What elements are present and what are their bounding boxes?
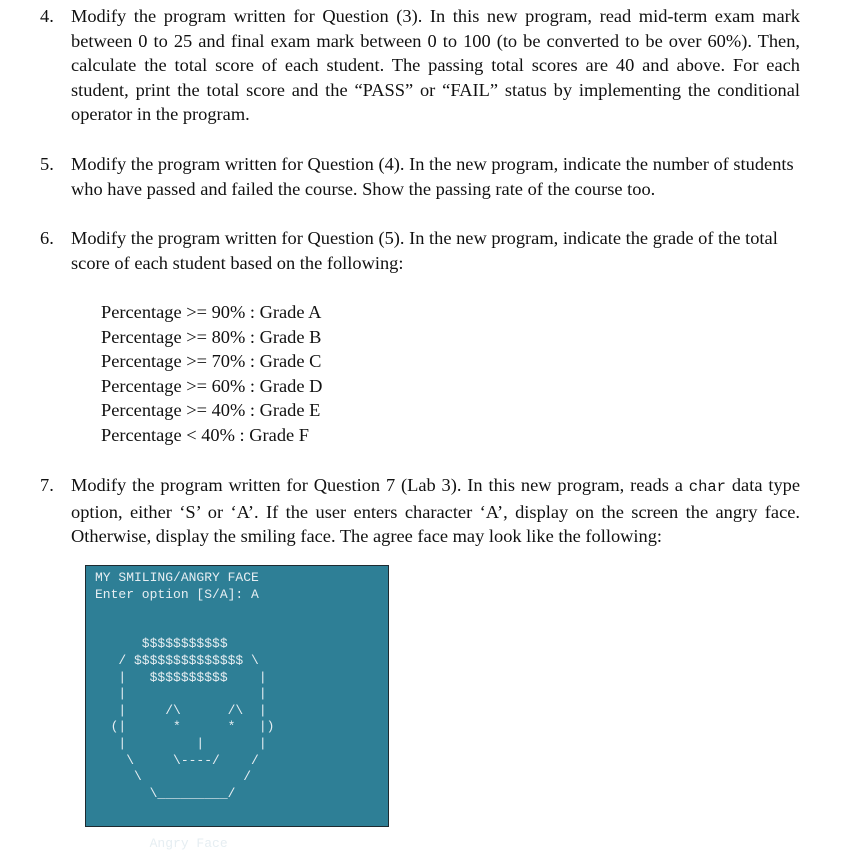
question-text [71, 473, 800, 549]
grade-rule-b: Percentage >= 80% : Grade B [101, 326, 322, 347]
grade-rule-a: Percentage >= 90% : Grade A [101, 302, 322, 322]
question-number: 4. [40, 6, 54, 26]
grade-rule-f: Percentage < 40% : Grade F [101, 424, 309, 445]
console-title: MY SMILING/ANGRY FACE [95, 570, 259, 585]
grade-list [101, 300, 322, 448]
question-text: Modify the program written for Question (3). In this new program, read mid-term exam mark between 0 to 25 and final exam mark between 0 to 100 (to be converted to be over 60%). Then, calculate the total score of each student. The passing total scores are 40 and above. For each student, print the total score and the “PASS” or “FAIL” status by implementing the conditional operator in the program. [71, 6, 800, 124]
question-6 [40, 226, 800, 275]
console-prompt: Enter option [S/A]: A [95, 586, 259, 602]
question-number: 7. [40, 475, 54, 495]
grade-rule-d: Percentage >= 60% : Grade D [101, 375, 323, 396]
question-number: 6. [40, 228, 54, 248]
question-7 [40, 473, 800, 549]
question-text: Modify the program written for Question (5). In the new program, indicate the grade of the total score of each student based on the following: [71, 228, 778, 273]
question-text-part: data type option, either ‘S’ or ‘A’. If the user enters character ‘A’, display on the screen the angry face. Otherwise, display the smiling face. The agree face may look like the following: [71, 475, 800, 546]
code-keyword: char [688, 478, 726, 496]
console-output-screenshot [85, 565, 389, 851]
question-5 [40, 152, 800, 201]
question-text-part: Modify the program written for Question 7 (Lab 3). In this new program, reads a [71, 475, 683, 495]
grade-rule-e: Percentage >= 40% : Grade E [101, 400, 321, 421]
angry-face-ascii-art: $$$$$$$$$$$ / $$$$$$$$$$$$$$ \ | $$$$$$$$$$ | | | | /\ /\ | (| * * |) | | | \ \----/ / \ / \_________/ Angry Face [110, 636, 275, 851]
question-4 [40, 4, 800, 127]
grade-rule-c: Percentage >= 70% : Grade C [101, 351, 322, 372]
question-number: 5. [40, 154, 54, 174]
question-text: Modify the program written for Question (4). In the new program, indicate the number of students who have passed and failed the course. Show the passing rate of the course too. [71, 154, 794, 199]
